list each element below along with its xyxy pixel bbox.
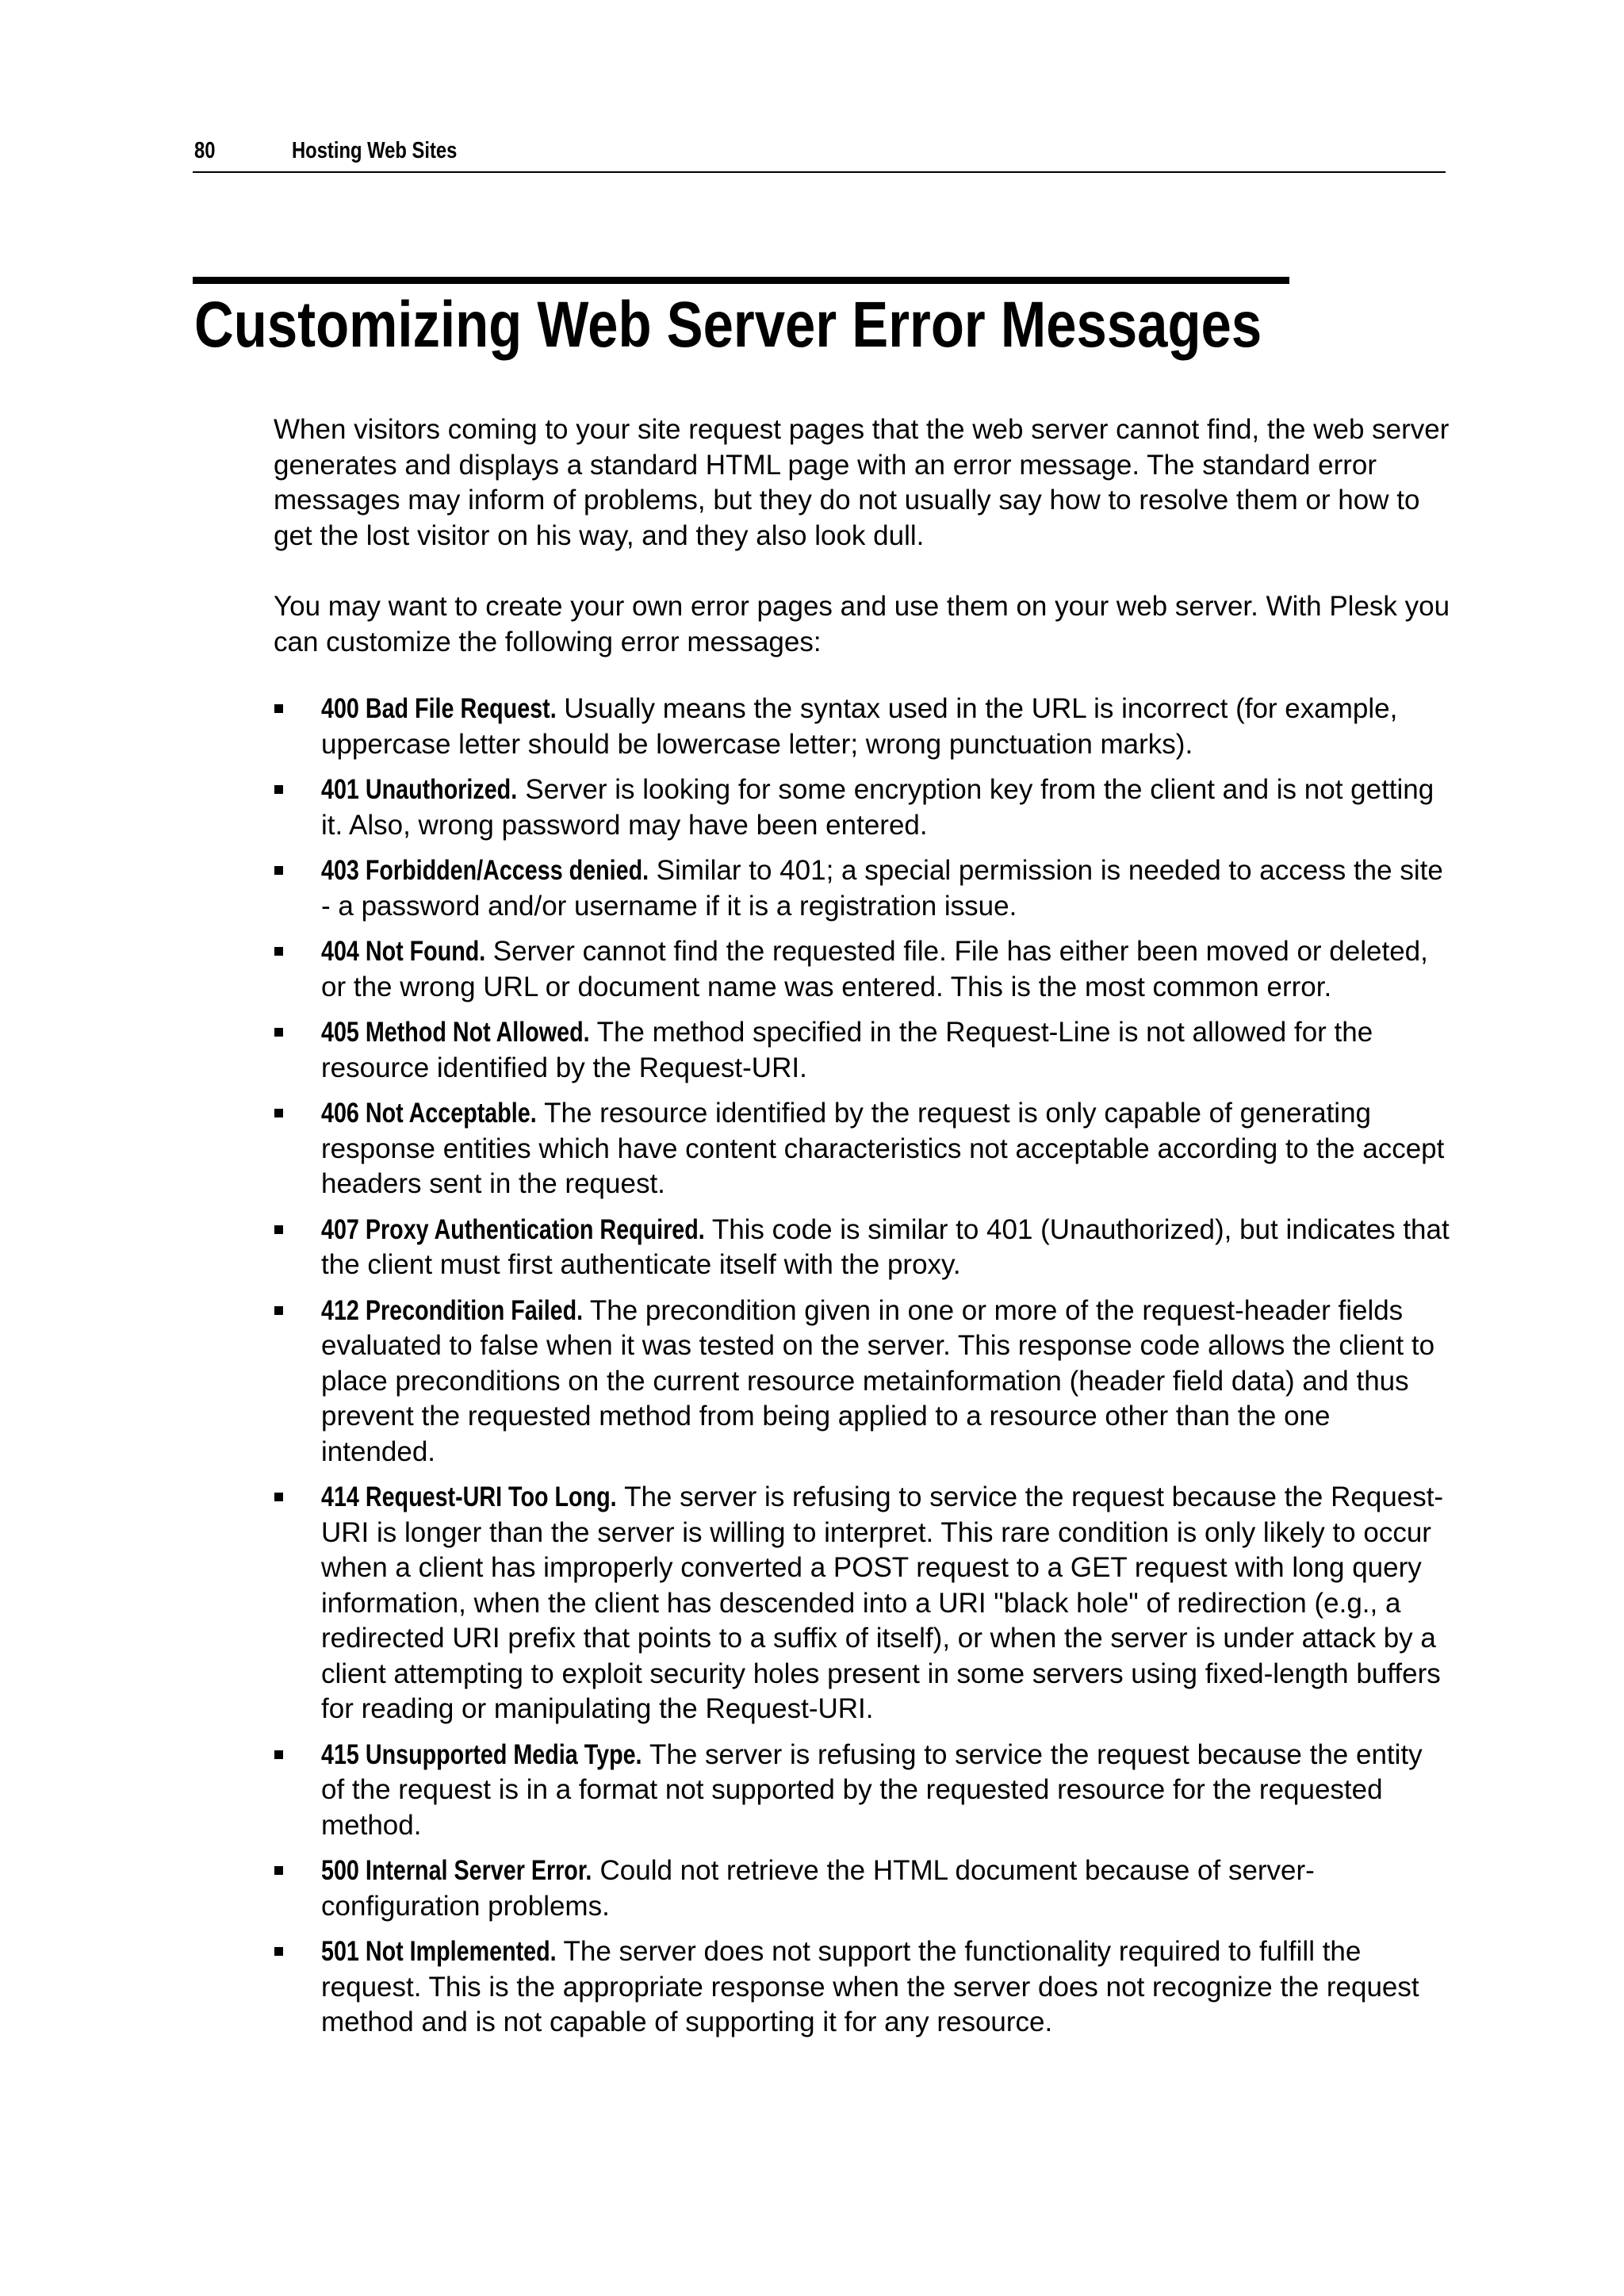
list-item-404 <box>274 934 1451 1005</box>
list-item-501 <box>274 1934 1451 2041</box>
list-item-407 <box>274 1213 1451 1283</box>
page-number: 80 <box>194 138 216 163</box>
error-code-list <box>274 692 1451 2041</box>
error-term: 500 Internal Server Error. <box>321 1855 592 1886</box>
error-description: The server is refusing to service the request because the entity of the request is in a format not supported by the requested resource for the requested method. <box>321 1738 1423 1841</box>
error-description: Similar to 401; a special permission is needed to access the site - a password and/or username if it is a registration issue. <box>321 855 1443 922</box>
error-term: 404 Not Found. <box>321 936 486 967</box>
square-bullet-icon <box>274 947 283 956</box>
error-term: 414 Request-URI Too Long. <box>321 1481 617 1512</box>
page-title: Customizing Web Server Error Messages <box>194 289 1262 361</box>
error-term: 406 Not Acceptable. <box>321 1098 537 1129</box>
square-bullet-icon <box>274 1493 283 1501</box>
list-item-400 <box>274 692 1451 762</box>
error-description: The resource identified by the request is only capable of generating response entities which have content characteristics not acceptable according to the accept headers sent in the request. <box>321 1098 1445 1199</box>
running-header-section: Hosting Web Sites <box>292 138 458 163</box>
square-bullet-icon <box>274 1306 283 1315</box>
error-term: 501 Not Implemented. <box>321 1936 557 1967</box>
error-term: 407 Proxy Authentication Required. <box>321 1213 705 1245</box>
error-term: 405 Method Not Allowed. <box>321 1017 590 1048</box>
error-description: Server is looking for some encryption key from the client and is not getting it. Also, wrong password may have been entered. <box>321 774 1434 841</box>
square-bullet-icon <box>274 1109 283 1117</box>
error-term: 400 Bad File Request. <box>321 693 557 724</box>
square-bullet-icon <box>274 1225 283 1234</box>
square-bullet-icon <box>274 1947 283 1956</box>
list-item-403 <box>274 853 1451 924</box>
square-bullet-icon <box>274 785 283 794</box>
list-item-500 <box>274 1853 1451 1924</box>
error-description: The server is refusing to service the request because the Request-URI is longer than the server is willing to interpret. This rare condition is only likely to occur when a client has improperly converted a POST request to a GET request with long query information, when the client has descended into a URI "black hole" of redirection (e.g., a redirected URI prefix that points to a suffix of itself), or when the server is under attack by a client attempting to exploit security holes present in some servers using fixed-length buffers for reading or manipulating the Request-URI. <box>321 1481 1444 1724</box>
main-content <box>274 412 1451 2051</box>
intro-paragraph-1: When visitors coming to your site request pages that the web server cannot find, the web server generates and displays a standard HTML page with an error message. The standard error messages may inform of problems, but they do not usually say how to resolve them or how to get the lost visitor on his way, and they also look dull. <box>274 414 1450 551</box>
error-description: This code is similar to 401 (Unauthorized), but indicates that the client must first authenticate itself with the proxy. <box>321 1213 1450 1280</box>
title-rule <box>193 277 1289 284</box>
list-item-406 <box>274 1096 1451 1202</box>
error-term: 401 Unauthorized. <box>321 774 518 805</box>
error-description: Could not retrieve the HTML document because of server-configuration problems. <box>321 1855 1315 1922</box>
error-term: 415 Unsupported Media Type. <box>321 1738 642 1770</box>
error-description: Usually means the syntax used in the URL is incorrect (for example, uppercase letter should be lowercase letter; wrong punctuation marks). <box>321 693 1398 760</box>
square-bullet-icon <box>274 1866 283 1875</box>
square-bullet-icon <box>274 866 283 875</box>
square-bullet-icon <box>274 704 283 713</box>
square-bullet-icon <box>274 1028 283 1037</box>
error-description: The method specified in the Request-Line is not allowed for the resource identified by the Request-URI. <box>321 1017 1373 1083</box>
list-item-401 <box>274 772 1451 843</box>
error-description: The server does not support the functionality required to fulfill the request. This is the appropriate response when the server does not recognize the request method and is not capable of supporting it for any resource. <box>321 1936 1419 2037</box>
error-term: 403 Forbidden/Access denied. <box>321 855 649 886</box>
running-header <box>193 133 1446 173</box>
list-item-415 <box>274 1738 1451 1844</box>
square-bullet-icon <box>274 1750 283 1759</box>
list-item-405 <box>274 1015 1451 1086</box>
intro-paragraph-2: You may want to create your own error pages and use them on your web server. With Plesk you can customize the following error messages: <box>274 591 1450 657</box>
list-item-414 <box>274 1480 1451 1727</box>
list-item-412 <box>274 1294 1451 1470</box>
error-description: Server cannot find the requested file. File has either been moved or deleted, or the wrong URL or document name was entered. This is the most common error. <box>321 936 1428 1002</box>
error-description: The precondition given in one or more of the request-header fields evaluated to false when it was tested on the server. This response code allows the client to place preconditions on the current resource metainformation (header field data) and thus prevent the requested method from being applied to a resource other than the one intended. <box>321 1294 1435 1467</box>
error-term: 412 Precondition Failed. <box>321 1294 584 1326</box>
